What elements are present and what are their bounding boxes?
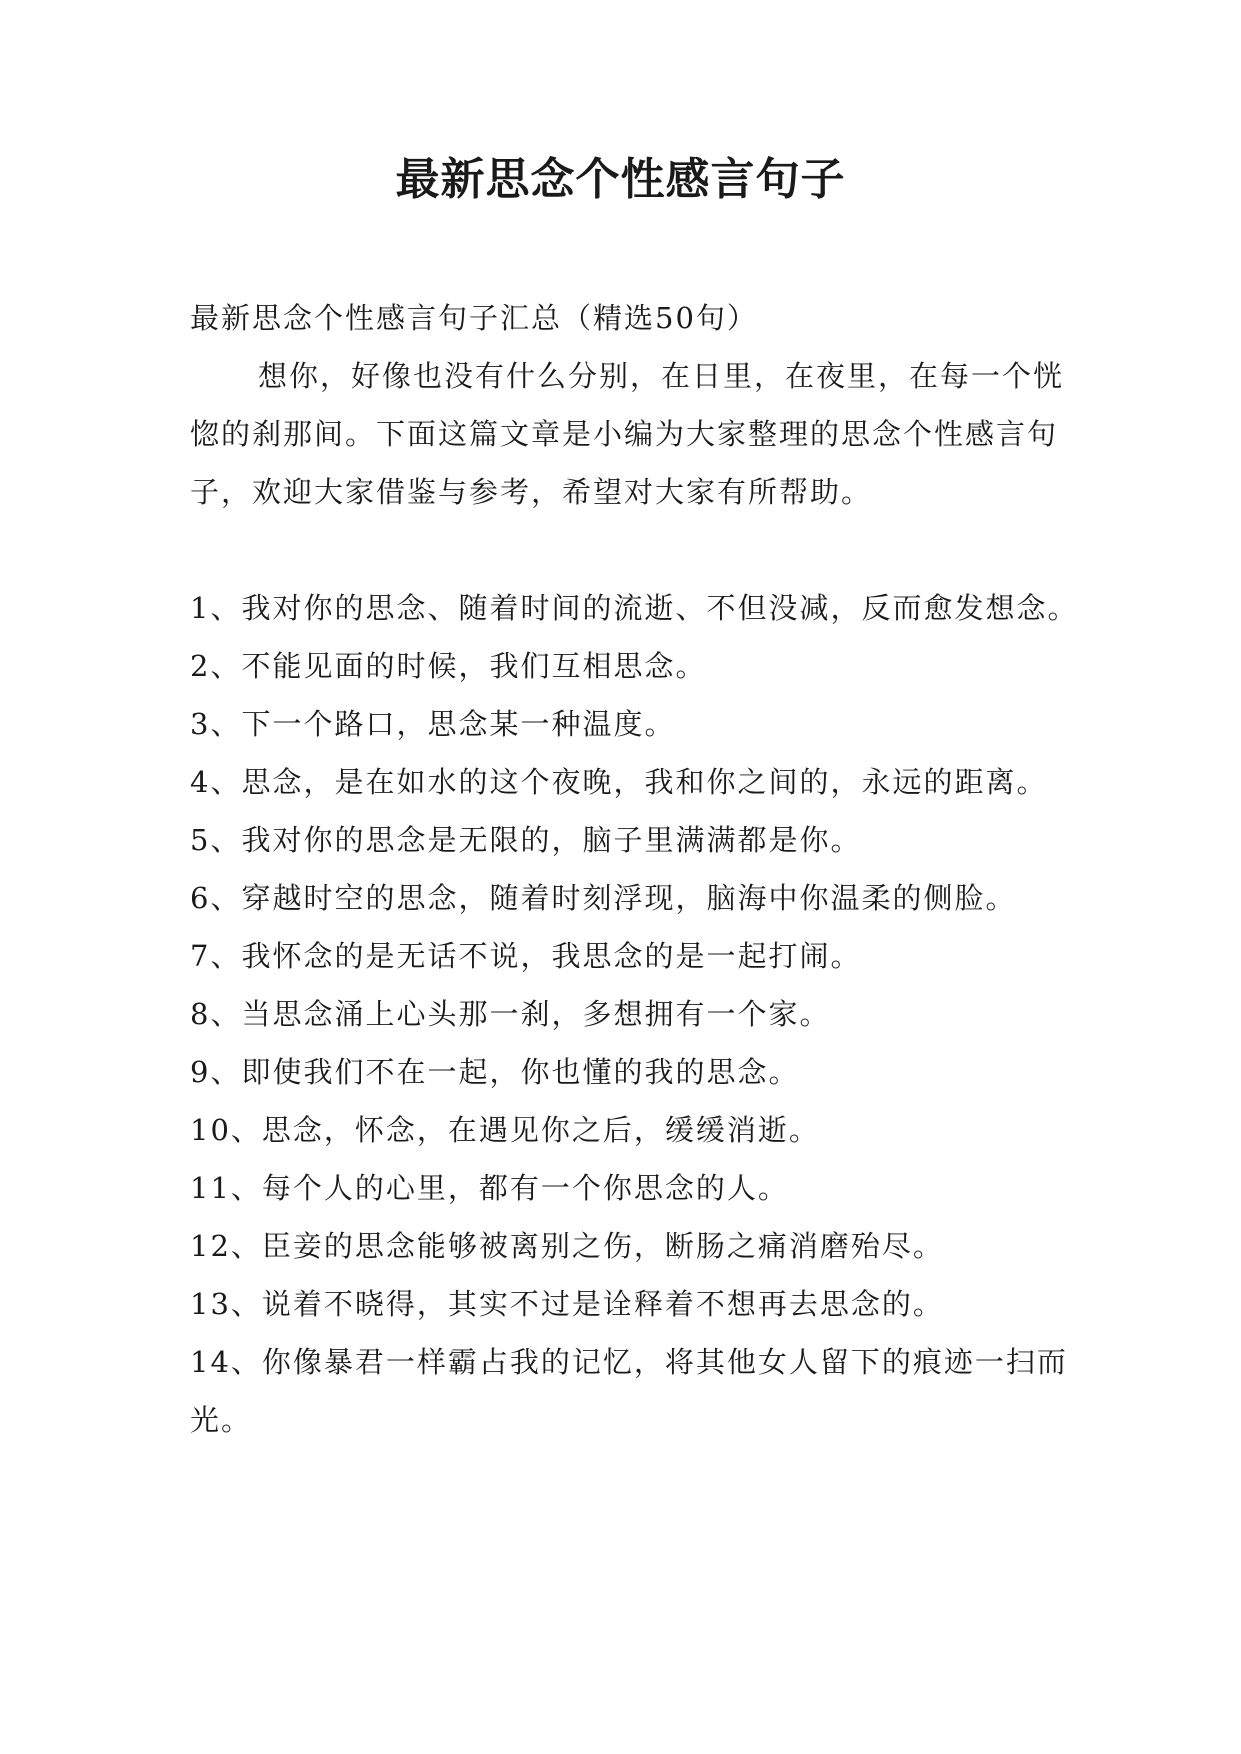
list-item: 11、每个人的心里，都有一个你思念的人。 — [190, 1171, 789, 1205]
list-item: 13、说着不晓得，其实不过是诠释着不想再去思念的。 — [190, 1287, 944, 1321]
list-item: 4、思念，是在如水的这个夜晚，我和你之间的，永远的距离。 — [190, 765, 1048, 799]
intro-paragraph: 想你，好像也没有什么分别，在日里，在夜里，在每一个恍惚的刹那间。下面这篇文章是小编为大家整理的思念个性感言句子，欢迎大家借鉴与参考，希望对大家有所帮助。 — [190, 359, 1065, 509]
document-subtitle: 最新思念个性感言句子汇总（精选50句） — [190, 301, 758, 335]
list-item: 8、当思念涌上心头那一刹，多想拥有一个家。 — [190, 997, 831, 1031]
list-item: 9、即使我们不在一起，你也懂的我的思念。 — [190, 1055, 800, 1089]
list-item: 6、穿越时空的思念，随着时刻浮现，脑海中你温柔的侧脸。 — [190, 881, 1017, 915]
list-item: 10、思念，怀念，在遇见你之后，缓缓消逝。 — [190, 1113, 820, 1147]
list-item: 5、我对你的思念是无限的，脑子里满满都是你。 — [190, 823, 862, 857]
document-title: 最新思念个性感言句子 — [395, 154, 846, 205]
list-item: 1、我对你的思念、随着时间的流逝、不但没减，反而愈发想念。 — [190, 591, 1079, 625]
document-body — [190, 289, 1090, 1449]
list-item: 2、不能见面的时候，我们互相思念。 — [190, 649, 707, 683]
list-item: 3、下一个路口，思念某一种温度。 — [190, 707, 676, 741]
list-item: 12、臣妾的思念能够被离别之伤，断肠之痛消磨殆尽。 — [190, 1229, 944, 1263]
list-item: 7、我怀念的是无话不说，我思念的是一起打闹。 — [190, 939, 862, 973]
list-item: 14、你像暴君一样霸占我的记忆，将其他女人留下的痕迹一扫而光。 — [190, 1345, 1068, 1437]
